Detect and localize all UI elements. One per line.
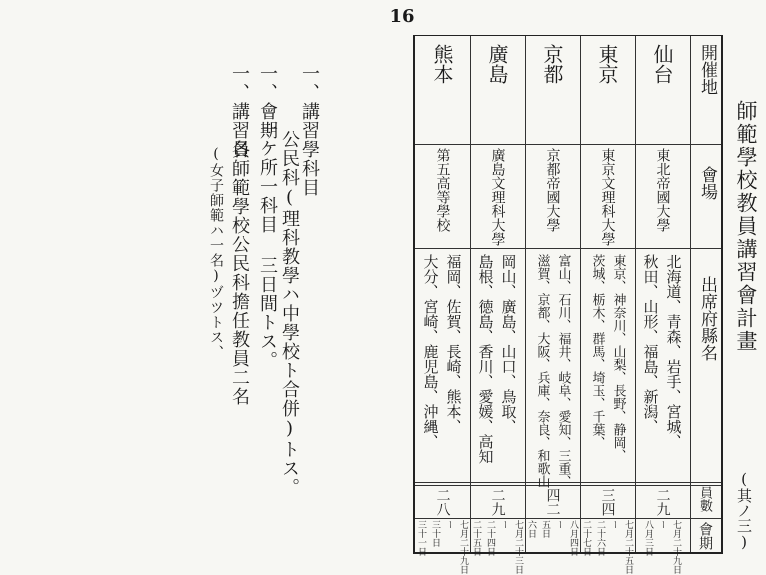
header-venue-city: 開催地: [697, 44, 717, 95]
row-hiroshima-count: 二九: [489, 488, 506, 516]
row-tokyo-count: 三四: [599, 488, 616, 516]
row-sendai-count: 二九: [654, 488, 671, 516]
note-1-heading: 一、講習學科目: [299, 64, 320, 197]
row-kumamoto-prefectures: 福岡、佐賀、長崎、熊本、 大分、宮崎、鹿児島、沖縄、: [421, 254, 463, 449]
row-tokyo-venue: 東京文理科大學: [599, 148, 616, 246]
note-3-heading: 一、講習員: [229, 64, 250, 159]
row-kyoto-period: 八月四日 ー 五日 六日: [526, 520, 578, 556]
row-kyoto-count: 四二: [544, 488, 561, 516]
row-kumamoto-period: 七月二十九日 ー 三十日 三十一日: [416, 520, 468, 574]
row-sendai-city: 仙台: [650, 44, 674, 84]
row-sendai-period: 七月二十九日 ー 八月三日: [643, 520, 681, 574]
row-hiroshima-city: 廣島: [485, 44, 509, 84]
row-hiroshima-venue: 廣島文理科大學: [489, 148, 506, 246]
row-sendai-venue: 東北帝國大學: [654, 148, 671, 232]
note-3-body: 各師範學校公民科擔任教員二名: [229, 140, 250, 406]
page-subtitle: (其ノ三): [735, 470, 753, 551]
row-tokyo-city: 東京: [595, 44, 619, 84]
header-members: 員數: [697, 486, 712, 512]
header-period: 會期: [697, 522, 713, 550]
note-2-body: 一ケ所一科目 三日間トス。: [257, 120, 278, 370]
schedule-table: [413, 35, 723, 574]
page-number: 16: [389, 6, 415, 27]
row-kyoto-prefectures: 富山、石川、福井、岐阜、愛知、三重、 滋賀、京都、大阪、兵庫、奈良、和歌山: [534, 254, 571, 488]
row-kyoto-city: 京都: [540, 44, 564, 84]
note-1-body: 公民科(理科教學ハ中學校ト合併)トス。: [279, 130, 300, 497]
row-hiroshima-prefectures: 岡山、廣島、山口、鳥取、 島根、徳島、香川、愛媛、高知: [476, 254, 518, 464]
header-venue: 會場: [697, 166, 717, 200]
note-2-heading: 一、會期: [257, 64, 278, 140]
table-header-column: [691, 36, 721, 552]
page-title: 師範學校教員講習會計畫: [734, 100, 758, 353]
note-4-body: (女子師範ハ一名)ヅツトス、: [208, 146, 224, 360]
header-prefectures: 出席府縣名: [697, 276, 717, 361]
row-kumamoto-venue: 第五高等學校: [434, 148, 451, 232]
row-tokyo-period: 七月二十五日 ー 二十六日 二十七日: [581, 520, 633, 574]
row-sendai-prefectures: 北海道、青森、岩手、宮城、 秋田、山形、福島、新潟、: [641, 254, 683, 449]
row-hiroshima-period: 七月二十三日 ー 二十四日 二十五日: [471, 520, 523, 574]
row-kyoto-venue: 京都帝國大學: [544, 148, 561, 232]
row-tokyo-prefectures: 東京、神奈川、山梨、長野、静岡、 茨城、栃木、群馬、埼玉、千葉、: [589, 254, 626, 462]
row-kumamoto-city: 熊本: [430, 44, 454, 84]
row-kumamoto-count: 二八: [434, 488, 451, 516]
